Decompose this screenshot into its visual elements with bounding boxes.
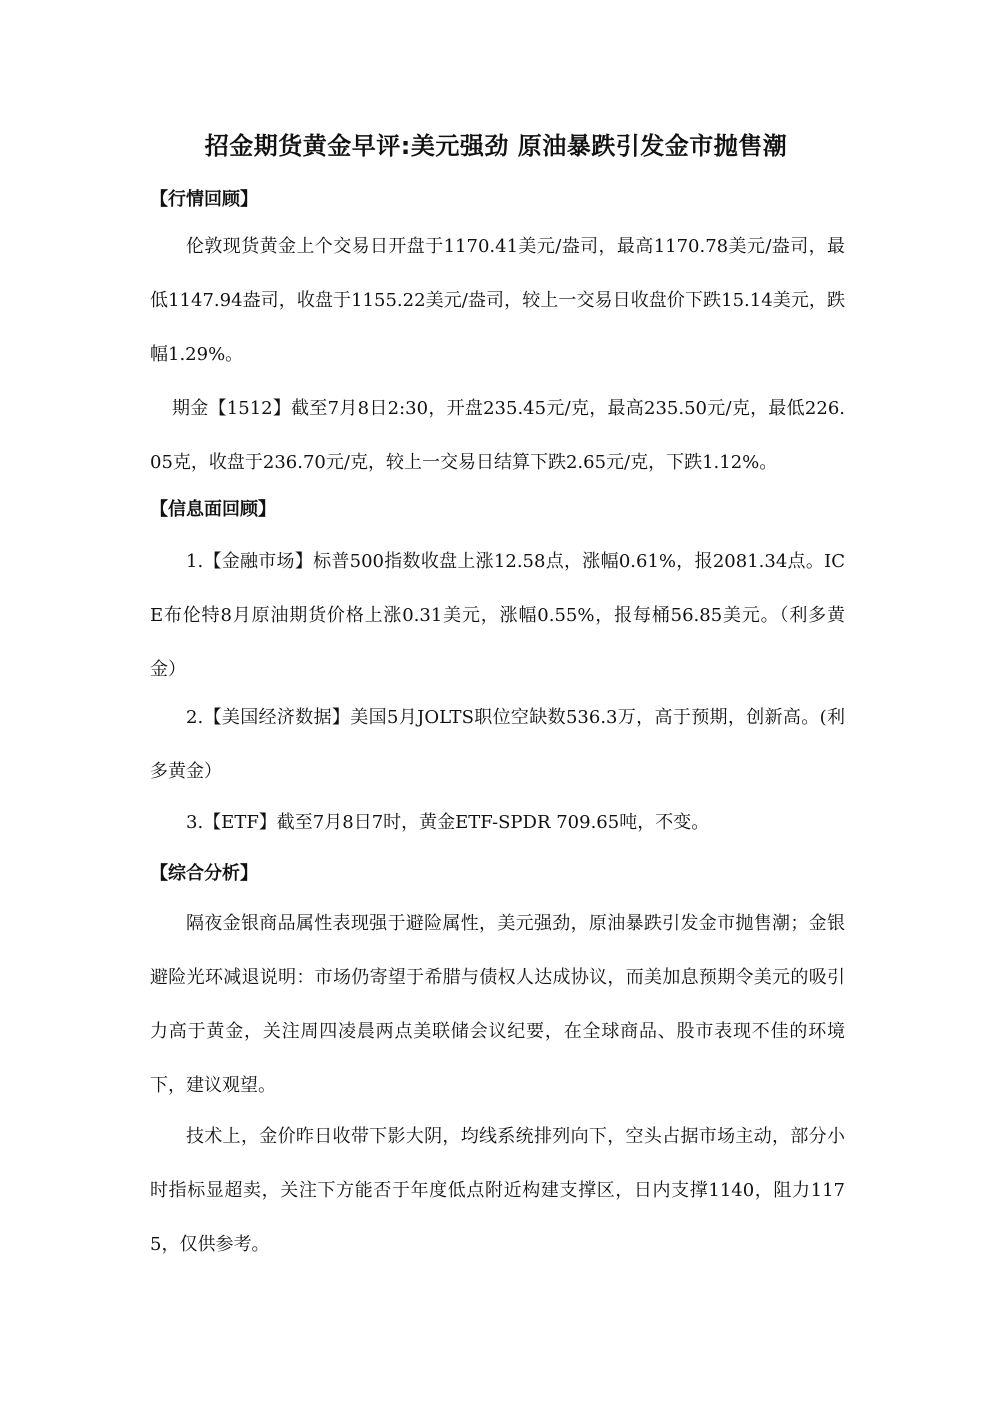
paragraph-financial-market: 1.【金融市场】标普500指数收盘上涨12.58点，涨幅0.61%，报2081.34点。ICE布伦特8月原油期货价格上涨0.31美元，涨幅0.55%，报每桶56.85美元。（利多黄金） bbox=[150, 551, 845, 680]
section-heading-analysis: 【综合分析】 bbox=[150, 863, 258, 884]
paragraph-london-spot-gold: 伦敦现货黄金上个交易日开盘于1170.41美元/盎司，最高1170.78美元/盎司，最低1147.94盎司，收盘于1155.22美元/盎司，较上一交易日收盘价下跌15.14美元，跌幅1.29%。 bbox=[150, 236, 845, 365]
paragraph-overnight-analysis: 隔夜金银商品属性表现强于避险属性，美元强劲，原油暴跌引发金市抛售潮；金银避险光环减退说明：市场仍寄望于希腊与债权人达成协议，而美加息预期令美元的吸引力高于黄金，关注周四凌晨两点美联储会议纪要，在全球商品、股市表现不佳的环境下，建议观望。 bbox=[150, 913, 845, 1096]
paragraph-gold-futures-1512: 期金【1512】截至7月8日2:30，开盘235.45元/克，最高235.50元/克，最低226.05克，收盘于236.70元/克，较上一交易日结算下跌2.65元/克，下跌1.12%。 bbox=[150, 398, 845, 473]
section-heading-news-review: 【信息面回顾】 bbox=[150, 499, 276, 520]
paragraph-etf: 3.【ETF】截至7月8日7时，黄金ETF-SPDR 709.65吨，不变。 bbox=[186, 812, 710, 833]
document-title: 招金期货黄金早评:美元强劲 原油暴跌引发金市抛售潮 bbox=[204, 132, 788, 160]
section-heading-market-review: 【行情回顾】 bbox=[150, 189, 258, 210]
paragraph-us-economic-data: 2.【美国经济数据】美国5月JOLTS职位空缺数536.3万，高于预期，创新高。(利多黄金） bbox=[150, 707, 845, 782]
paragraph-technical-analysis: 技术上，金价昨日收带下影大阴，均线系统排列向下，空头占据市场主动，部分小时指标显超卖，关注下方能否于年度低点附近构建支撑区，日内支撑1140，阻力1175，仅供参考。 bbox=[150, 1126, 845, 1255]
